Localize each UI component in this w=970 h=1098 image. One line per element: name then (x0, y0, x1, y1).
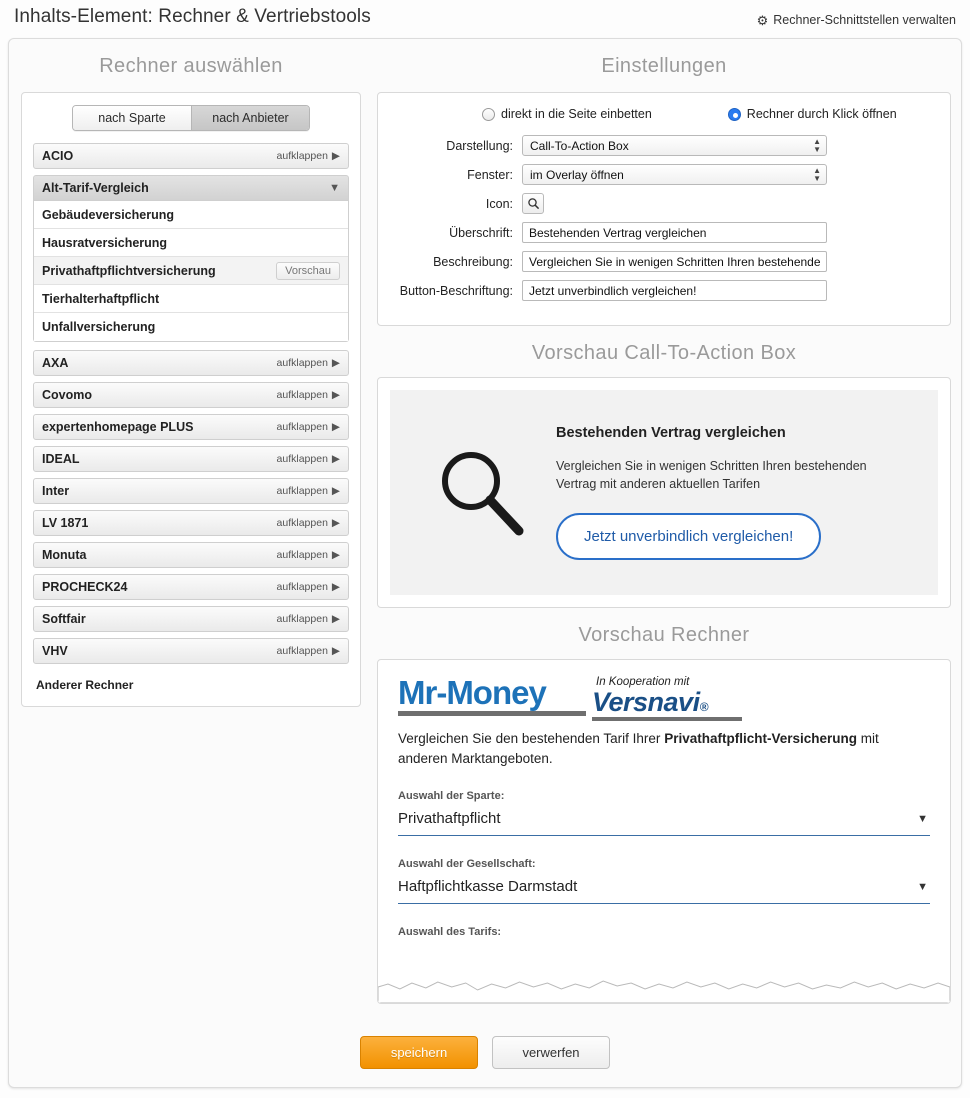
radio-click-option[interactable] (728, 107, 897, 121)
versnavi-wordmark: Versnavi® (592, 687, 708, 717)
expand-control[interactable] (277, 517, 340, 529)
provider-row-monuta[interactable] (33, 542, 349, 568)
left-column-heading: Rechner auswählen (99, 55, 283, 77)
mrmoney-underline (398, 711, 586, 716)
list-item[interactable] (34, 201, 348, 229)
versnavi-underline (592, 717, 742, 721)
calc-field-gesellschaft (398, 858, 930, 904)
cta-description: Vergleichen Sie in wenigen Schritten Ihren bestehenden Vertrag mit anderen aktuellen Tarifen (556, 458, 867, 491)
registered-mark: ® (699, 700, 708, 714)
darstellung-select[interactable] (522, 135, 827, 156)
darstellung-value: Call-To-Action Box (530, 139, 629, 153)
beschreibung-label: Beschreibung: (433, 254, 513, 269)
list-mode-toggle (33, 105, 349, 131)
provider-row-ideal[interactable] (33, 446, 349, 472)
cta-preview-box (377, 377, 951, 608)
button-beschriftung-label: Button-Beschriftung: (399, 283, 513, 298)
expand-control[interactable] (277, 581, 340, 593)
expand-control[interactable] (277, 150, 340, 162)
button-beschriftung-input[interactable] (522, 280, 827, 301)
provider-row-acio[interactable] (33, 143, 349, 169)
other-calculator-link[interactable]: Anderer Rechner (36, 678, 134, 692)
provider-row-expertenhomepage-plus[interactable] (33, 414, 349, 440)
ueberschrift-input[interactable] (522, 222, 827, 243)
provider-name: PROCHECK24 (42, 580, 128, 594)
expand-label: aufklappen (276, 517, 328, 529)
provider-row-axa[interactable] (33, 350, 349, 376)
mrmoney-logo (398, 676, 586, 716)
calculator-preview-box (377, 659, 951, 1004)
discard-button[interactable]: verwerfen (492, 1036, 610, 1069)
expand-control[interactable] (277, 485, 340, 497)
icon-label: Icon: (485, 196, 513, 211)
mrmoney-wordmark: Mr-Money (398, 674, 546, 711)
expand-label: aufklappen (276, 613, 328, 625)
cta-preview-heading: Vorschau Call-To-Action Box (531, 342, 797, 364)
provider-name: Monuta (42, 548, 87, 562)
form-row-darstellung (394, 135, 934, 156)
expand-label: aufklappen (276, 453, 328, 465)
magnifier-icon (406, 445, 556, 541)
save-button[interactable]: speichern (360, 1036, 478, 1069)
form-row-beschreibung (394, 251, 934, 272)
toggle-by-category[interactable]: nach Sparte (73, 106, 191, 130)
provider-name: LV 1871 (42, 516, 89, 530)
manage-interfaces-link[interactable] (757, 13, 956, 27)
provider-row-covomo[interactable] (33, 382, 349, 408)
ueberschrift-label: Überschrift: (449, 225, 513, 240)
chevron-right-icon: ▶ (331, 389, 340, 401)
chevron-down-icon: ▼ (917, 813, 928, 826)
calculator-preview-heading: Vorschau Rechner (578, 624, 750, 646)
expand-label: aufklappen (276, 357, 328, 369)
expand-label: aufklappen (276, 150, 328, 162)
chevron-right-icon: ▶ (331, 549, 340, 561)
darstellung-label: Darstellung: (446, 138, 513, 153)
radio-embed-icon[interactable] (482, 108, 495, 121)
collapse-control[interactable] (329, 182, 340, 194)
provider-name: Covomo (42, 388, 92, 402)
list-item[interactable] (34, 285, 348, 313)
cta-card (390, 390, 938, 595)
provider-row-inter[interactable] (33, 478, 349, 504)
gear-icon: ⚙ (756, 12, 769, 28)
list-item[interactable] (34, 313, 348, 341)
expand-label: aufklappen (276, 389, 328, 401)
expand-control[interactable] (277, 453, 340, 465)
preview-button[interactable]: Vorschau (276, 262, 340, 280)
torn-paper-edge (378, 973, 950, 1003)
expand-control[interactable] (277, 389, 340, 401)
chevron-down-icon: ▼ (917, 881, 928, 894)
chevron-right-icon: ▶ (331, 613, 340, 625)
provider-name: Softfair (42, 612, 86, 626)
cooperation-label: In Kooperation mit (596, 676, 690, 688)
expand-control[interactable] (277, 645, 340, 657)
radio-click-icon[interactable] (728, 108, 741, 121)
provider-list-box (21, 92, 361, 707)
chevron-right-icon: ▶ (331, 453, 340, 465)
fenster-value: im Overlay öffnen (530, 168, 624, 182)
expand-label: aufklappen (276, 645, 328, 657)
select-arrows-icon: ▲ ▼ (813, 137, 821, 154)
calc-select-value: Haftpflichtkasse Darmstadt (398, 878, 578, 896)
expand-control[interactable] (277, 357, 340, 369)
expand-label: aufklappen (276, 549, 328, 561)
calc-field-label: Auswahl der Sparte: (398, 790, 505, 803)
list-item-selected[interactable] (34, 257, 348, 285)
child-name: Gebäudeversicherung (42, 207, 174, 222)
brand-row (398, 676, 930, 721)
expand-control[interactable] (277, 421, 340, 433)
chevron-right-icon: ▶ (331, 150, 340, 162)
expand-control[interactable] (277, 549, 340, 561)
chevron-down-icon: ▼ (329, 182, 340, 194)
provider-name: expertenhomepage PLUS (42, 420, 194, 434)
provider-name: IDEAL (42, 452, 80, 466)
chevron-right-icon: ▶ (331, 357, 340, 369)
chevron-right-icon: ▶ (331, 485, 340, 497)
cta-text-block (556, 425, 922, 560)
provider-row-softfair[interactable] (33, 606, 349, 632)
provider-name: VHV (42, 644, 68, 658)
provider-children-list (33, 201, 349, 342)
calc-field-label: Auswahl der Gesellschaft: (398, 858, 536, 871)
child-name: Unfallversicherung (42, 320, 156, 334)
calc-select-sparte[interactable] (398, 810, 930, 836)
footer-actions (9, 1036, 961, 1069)
child-name: Hausratversicherung (42, 235, 168, 250)
provider-name: Alt-Tarif-Vergleich (42, 181, 149, 195)
expand-label: aufklappen (276, 485, 328, 497)
chevron-right-icon: ▶ (331, 421, 340, 433)
calc-select-gesellschaft[interactable] (398, 878, 930, 904)
toggle-by-provider[interactable]: nach Anbieter (191, 106, 309, 130)
chevron-right-icon: ▶ (331, 517, 340, 529)
provider-row-alt-tarif-vergleich[interactable] (33, 175, 349, 201)
expand-label: aufklappen (276, 421, 328, 433)
calc-field-tarif (398, 926, 930, 938)
settings-column (377, 55, 951, 1004)
versnavi-logo (592, 676, 742, 721)
form-row-icon (394, 193, 934, 214)
settings-box (377, 92, 951, 326)
titlebar (0, 0, 970, 38)
form-row-fenster (394, 164, 934, 185)
cta-title: Bestehenden Vertrag vergleichen (556, 424, 786, 441)
provider-name: AXA (42, 356, 69, 370)
settings-heading: Einstellungen (601, 55, 727, 77)
cta-button[interactable]: Jetzt unverbindlich vergleichen! (556, 513, 821, 560)
form-row-ueberschrift (394, 222, 934, 243)
calc-select-value: Privathaftpflicht (398, 810, 501, 828)
manage-interfaces-label: Rechner-Schnittstellen verwalten (773, 13, 956, 27)
radio-embed-label: direkt in die Seite einbetten (501, 107, 652, 121)
provider-row-vhv[interactable] (33, 638, 349, 664)
magnifier-icon[interactable] (522, 193, 544, 214)
expand-label: aufklappen (276, 581, 328, 593)
calculator-intro-text: Vergleichen Sie den bestehenden Tarif Ihrer Privathaftpflicht-Versicherung mit anderen Marktangeboten. (398, 731, 879, 766)
calculator-selection-column (21, 55, 361, 707)
provider-row-procheck24[interactable] (33, 574, 349, 600)
calc-field-sparte (398, 790, 930, 836)
chevron-right-icon: ▶ (331, 645, 340, 657)
form-row-button-beschriftung (394, 280, 934, 301)
page-title: Inhalts-Element: Rechner & Vertriebstools (14, 6, 371, 27)
display-mode-radio-group (394, 107, 934, 121)
expand-control[interactable] (277, 613, 340, 625)
beschreibung-input[interactable] (522, 251, 827, 272)
provider-name: ACIO (42, 149, 74, 163)
child-name: Privathaftpflichtversicherung (42, 263, 216, 278)
main-panel (8, 38, 962, 1088)
provider-row-lv-1871[interactable] (33, 510, 349, 536)
child-name: Tierhalterhaftpflicht (42, 291, 160, 306)
radio-embed-option[interactable] (482, 107, 652, 121)
fenster-label: Fenster: (467, 167, 513, 182)
calc-field-label: Auswahl des Tarifs: (398, 926, 502, 939)
fenster-select[interactable] (522, 164, 827, 185)
list-item[interactable] (34, 229, 348, 257)
chevron-right-icon: ▶ (331, 581, 340, 593)
radio-click-label: Rechner durch Klick öffnen (746, 107, 897, 121)
provider-name: Inter (42, 484, 70, 498)
select-arrows-icon: ▲ ▼ (813, 166, 821, 183)
